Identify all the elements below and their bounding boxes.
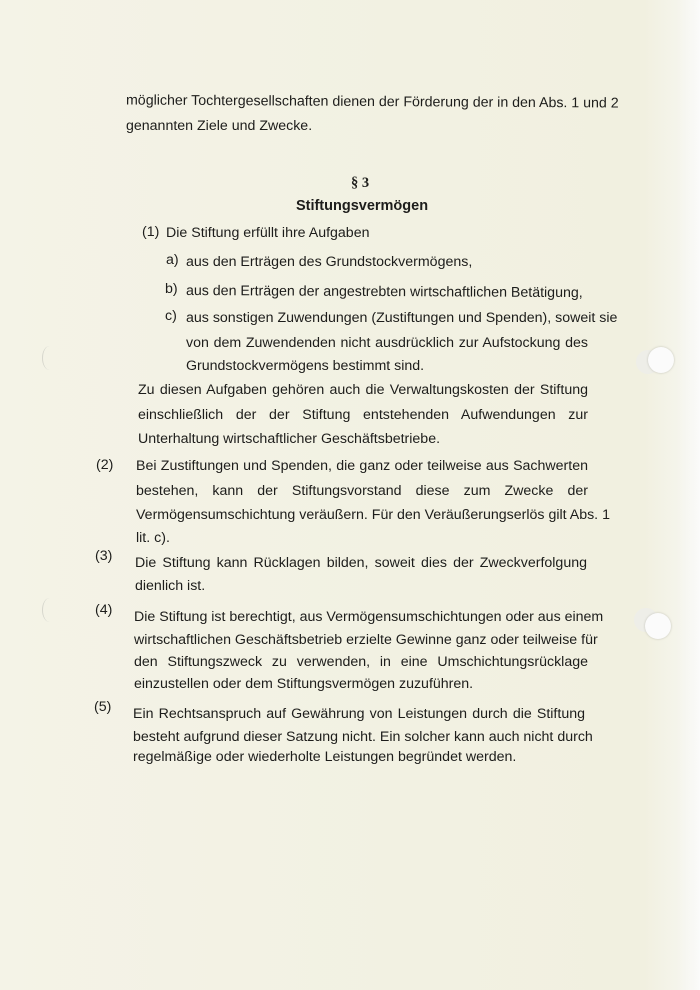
paragraph-1-closing-line-1: Zu diesen Aufgaben gehören auch die Verwaltungskosten der Stiftung <box>138 382 588 398</box>
paragraph-3-line-1: Die Stiftung kann Rücklagen bilden, soweit dies der Zweckverfolgung <box>135 555 587 571</box>
paragraph-4-line-4: einzustellen oder dem Stiftungsvermögen zuzuführen. <box>134 676 474 692</box>
item-c-line-1: aus sonstigen Zuwendungen (Zustiftungen und Spenden), soweit sie <box>186 310 618 326</box>
item-a-label: a) <box>166 252 179 268</box>
paragraph-1-closing-line-2: einschließlich der der Stiftung entstehenden Aufwendungen zur <box>138 407 588 423</box>
bleed-through-mark <box>42 598 57 622</box>
item-c-label: c) <box>165 308 177 324</box>
paragraph-3-label: (3) <box>95 548 113 564</box>
paragraph-1-intro: Die Stiftung erfüllt ihre Aufgaben <box>166 225 370 241</box>
punch-hole-lower <box>645 613 671 639</box>
paragraph-4-label: (4) <box>95 602 113 618</box>
section-title: Stiftungsvermögen <box>295 198 429 214</box>
paragraph-4-line-2: wirtschaftlichen Geschäftsbetrieb erzielte Gewinne ganz oder teilweise für <box>134 632 598 648</box>
paragraph-5-line-1: Ein Rechtsanspruch auf Gewährung von Leistungen durch die Stiftung <box>133 706 585 722</box>
section-number: § 3 <box>350 175 370 191</box>
paragraph-1-label: (1) <box>142 224 160 240</box>
paragraph-5-label: (5) <box>94 699 112 715</box>
punch-hole-upper <box>648 347 674 373</box>
item-b-text: aus den Erträgen der angestrebten wirtschaftlichen Betätigung, <box>185 283 583 302</box>
paragraph-2-line-2: bestehen, kann der Stiftungsvorstand diese zum Zwecke der <box>136 483 588 499</box>
paragraph-2-line-4: lit. c). <box>136 530 170 546</box>
paragraph-1-closing-line-3: Unterhaltung wirtschaftlicher Geschäftsbetriebe. <box>138 431 441 447</box>
paragraph-3-line-2: dienlich ist. <box>135 578 206 594</box>
paragraph-4-line-3: den Stiftungszweck zu verwenden, in eine Umschichtungsrücklage <box>134 654 588 670</box>
item-b-label: b) <box>165 281 178 297</box>
continuation-line-2: genannten Ziele und Zwecke. <box>126 118 313 134</box>
continuation-line-1: möglicher Tochtergesellschaften dienen der Förderung der in den Abs. 1 und 2 <box>125 92 619 112</box>
item-c-line-2: von dem Zuwendenden nicht ausdrücklich zur Aufstockung des <box>186 335 588 351</box>
item-c-line-3: Grundstockvermögens bestimmt sind. <box>186 358 425 374</box>
paragraph-4-line-1: Die Stiftung ist berechtigt, aus Vermögensumschichtungen oder aus einem <box>134 609 604 625</box>
paragraph-2-label: (2) <box>96 457 114 473</box>
bleed-through-mark <box>42 346 57 370</box>
page-edge <box>678 0 700 990</box>
paragraph-5-line-2: besteht aufgrund dieser Satzung nicht. Ein solcher kann auch nicht durch <box>133 729 593 745</box>
item-a-text: aus den Erträgen des Grundstockvermögens, <box>186 254 473 270</box>
paragraph-2-line-1: Bei Zustiftungen und Spenden, die ganz oder teilweise aus Sachwerten <box>136 458 588 474</box>
paragraph-5-line-3: regelmäßige oder wiederholte Leistungen begründet werden. <box>133 749 517 765</box>
paragraph-2-line-3: Vermögensumschichtung veräußern. Für den Veräußerungserlös gilt Abs. 1 <box>136 507 610 523</box>
